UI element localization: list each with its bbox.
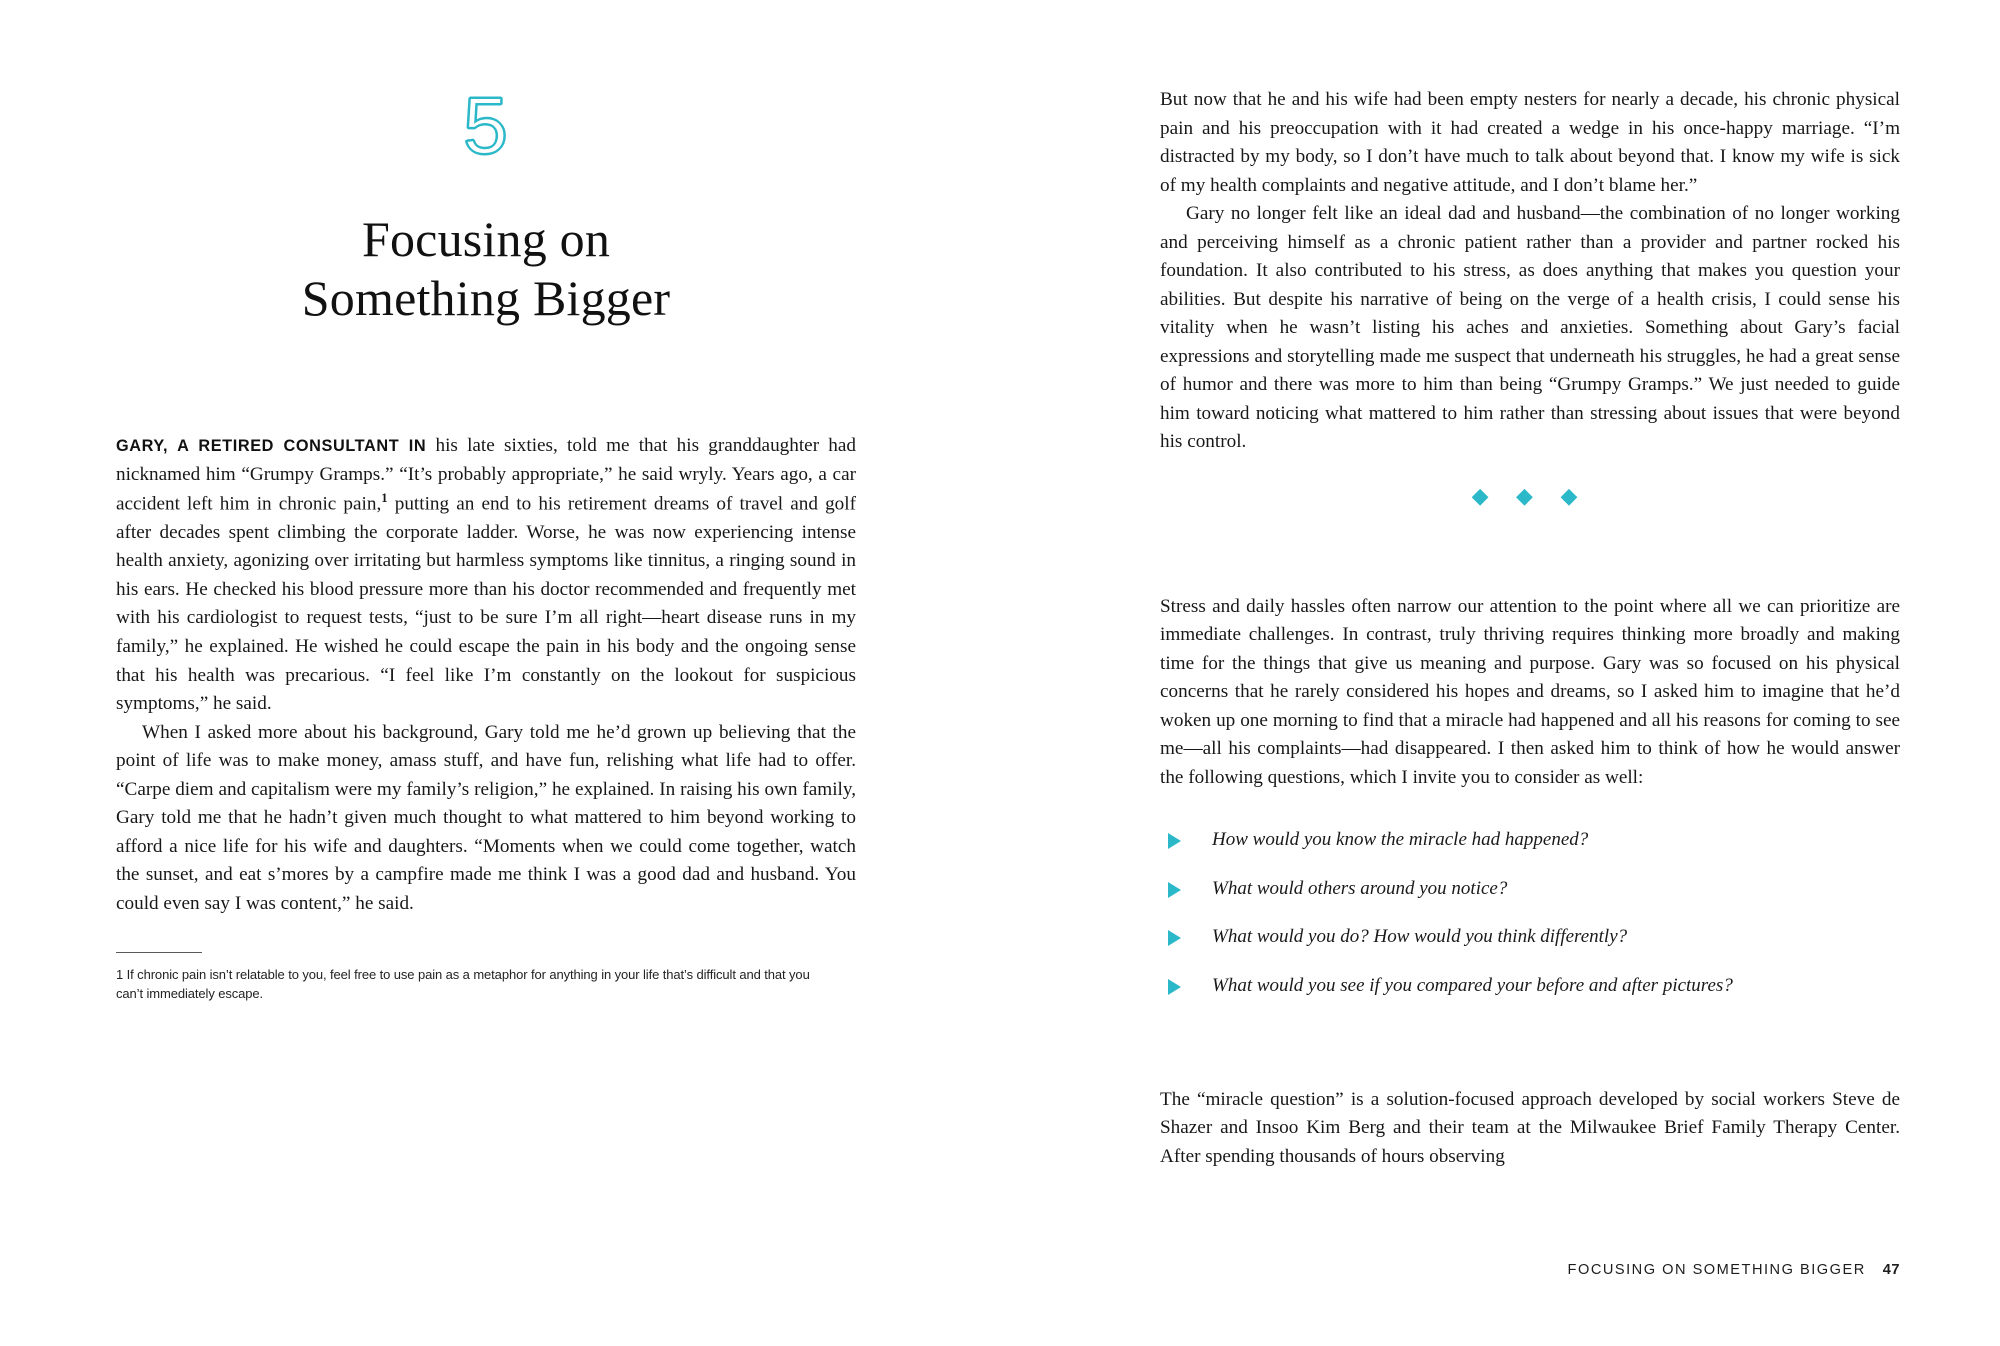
right-body-column-3 [1160,1086,1900,1172]
chapter-number: 5 [463,81,509,170]
right-body-column-2 [1160,593,1900,793]
list-item [1160,826,1900,854]
chapter-title [116,210,856,328]
triangle-bullet-icon [1168,930,1181,946]
section-break-ornament: ◆ ◆ ◆ [1471,482,1589,508]
left-page [116,0,856,1346]
list-item-label: What would you see if you compared your before and after pictures? [1212,974,1733,996]
right-page [1160,0,1900,1346]
triangle-bullet-icon [1168,979,1181,995]
paragraph-1-continuation: putting an end to his retirement dreams of travel and golf after decades spent climbing the corporate ladder. Worse, he was now experiencing intense health anxiety, agonizing over irritating but harmless symptoms like tinnitus, a ringing sound in his ears. He checked his blood pressure more than his doctor recommended and frequently met with his cardiologist to request tests, “just to be sure I’m all right—heart disease runs in my family,” he explained. He wished he could escape the pain in his body and the ongoing sense that his health was precarious. “I feel like I’m constantly on the lookout for suspicious symptoms,” he said. [116,493,856,715]
list-item [1160,923,1900,951]
paragraph-5: Stress and daily hassles often narrow our attention to the point where all we can prioritize are immediate challenges. In contrast, truly thriving requires thinking more broadly and making time for the things that give us meaning and purpose. Gary was so focused on his physical concerns that he rarely considered his hopes and dreams, so I asked him to imagine that he’d woken up one morning to find that a miracle had happened and all his reasons for coming to see me—all his complaints—had disappeared. I then asked him to think of how he would answer the following questions, which I invite you to consider as well: [1160,595,1900,788]
paragraph-1 [116,432,856,719]
paragraph-1-text: his late sixties, told me that his granddaughter had nicknamed him “Grumpy Gramps.” “It’s probably appropriate,” he said wryly. Years ago, a car accident left him in chronic pain, [116,435,856,515]
paragraph-6: The “miracle question” is a solution-focused approach developed by social workers Steve de Shazer and Insoo Kim Berg and their team at the Milwaukee Brief Family Therapy Center. After spending thousands of hours observing [1160,1088,1900,1167]
paragraph-4: Gary no longer felt like an ideal dad and husband—the combination of no longer working and perceiving himself as a chronic patient rather than a provider and partner rocked his foundation. It also contributed to his stress, as does anything that makes you question your abilities. But despite his narrative of being on the verge of a health crisis, I could sense his vitality when he wasn’t listing his aches and anxieties. Something about Gary’s facial expressions and storytelling made me suspect that underneath his struggles, he had a great sense of humor and there was more to him than being “Grumpy Gramps.” We just needed to guide him toward noticing what mattered to him rather than stressing about issues that were beyond his control. [1160,203,1900,453]
list-item-label: What would you do? How would you think differently? [1212,926,1628,948]
chapter-title-line-1: Focusing on [361,211,611,267]
footnote-marker: 1 [381,491,388,506]
running-footer-title: FOCUSING ON SOMETHING BIGGER [1567,1262,1866,1278]
list-item-label: How would you know the miracle had happened? [1212,829,1589,851]
running-footer [1568,1262,1900,1278]
footnote-divider [116,952,202,953]
page-number: 47 [1882,1262,1900,1278]
left-body-column [116,432,856,918]
list-item-label: What would others around you notice? [1212,877,1508,899]
list-item [1160,875,1900,903]
chapter-title-line-2: Something Bigger [301,270,671,326]
paragraph-3: But now that he and his wife had been empty nesters for nearly a decade, his chronic physical pain and his preoccupation with it had created a wedge in his once-happy marriage. “I’m distracted by my body, so I don’t have much to talk about beyond that. I know my wife is sick of my health complaints and negative attitude, and I don’t blame her.” [1160,89,1900,196]
footnote-text: 1 If chronic pain isn’t relatable to you, feel free to use pain as a metaphor for anything in your life that’s difficult and that you can’t immediately escape. [116,967,810,1002]
right-body-column [1160,86,1900,457]
list-item [1160,972,1900,1000]
lead-smallcaps: GARY, A RETIRED CONSULTANT IN [116,437,427,455]
triangle-bullet-icon [1168,882,1181,898]
triangle-bullet-icon [1168,833,1181,849]
question-list [1160,826,1900,999]
paragraph-2: When I asked more about his background, Gary told me he’d grown up believing that the point of life was to make money, amass stuff, and have fun, relishing what life had to offer. “Carpe diem and capitalism were my family’s religion,” he explained. In raising his own family, Gary told me that he hadn’t given much thought to what mattered to him beyond working to afford a nice life for his wife and daughters. “Moments when we could come together, watch the sunset, and eat s’mores by a campfire made me think I was a good dad and husband. You could even say I was content,” he said. [116,721,856,914]
